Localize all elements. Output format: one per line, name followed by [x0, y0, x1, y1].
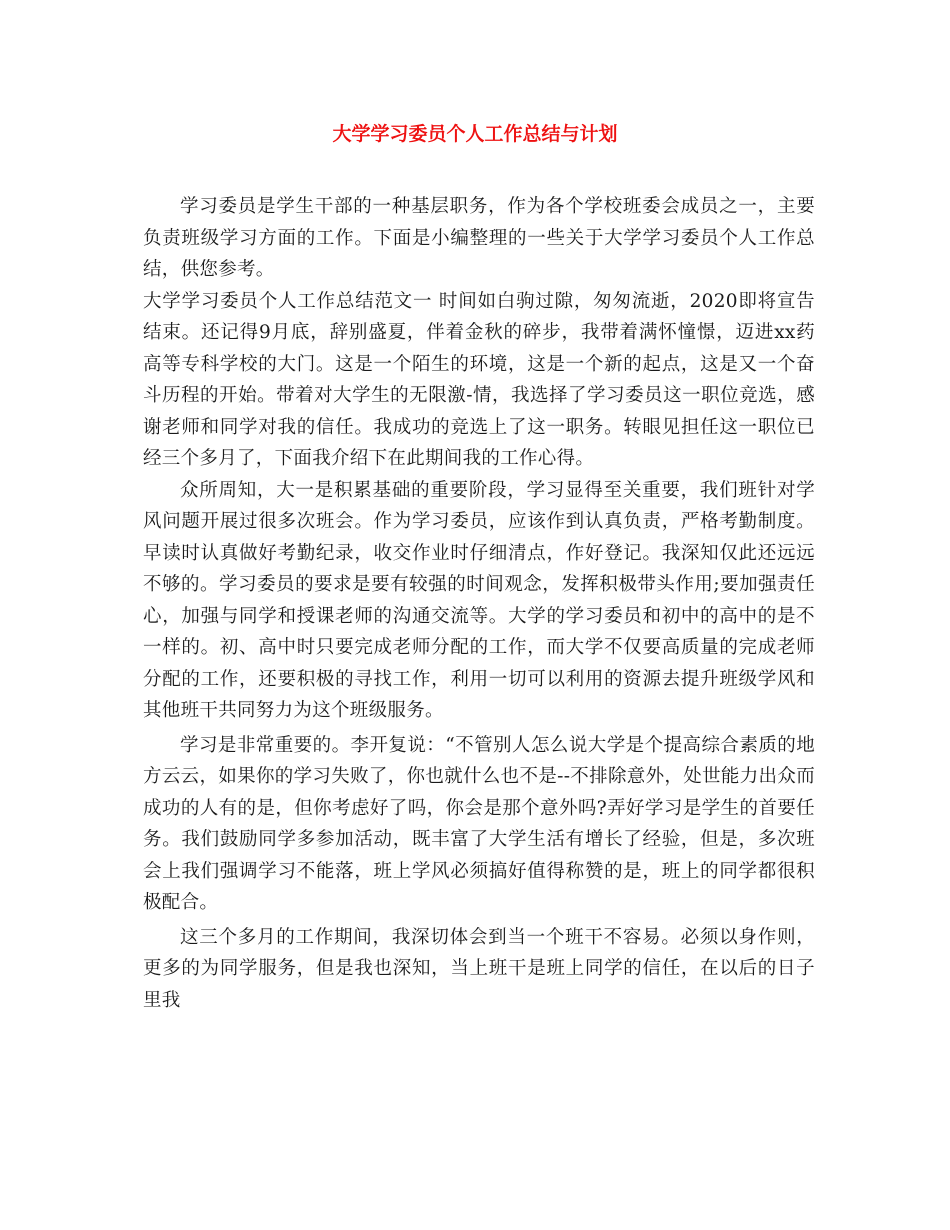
- document-title: 大学学习委员个人工作总结与计划: [332, 123, 618, 145]
- section1-heading: 大学学习委员个人工作总结范文一: [143, 290, 433, 312]
- section1-spacer: [432, 291, 439, 312]
- section1-paragraph: [143, 286, 815, 475]
- paragraph-2: 众所周知，大一是积累基础的重要阶段，学习显得至关重要，我们班针对学风问题开展过很多次班会。作为学习委员，应该作到认真负责，严格考勤制度。早读时认真做好考勤纪录，收交作业时仔细清点，作好登记。我深知仅此还远远不够的。学习委员的要求是要有较强的时间观念，发挥积极带头作用;要加强责任心，加强与同学和授课老师的沟通交流等。大学的学习委员和初中的高中的是不一样的。初、高中时只要完成老师分配的工作，而大学不仅要高质量的完成老师分配的工作，还要积极的寻找工作，利用一切可以利用的资源去提升班级学风和其他班干共同努力为这个班级服务。: [143, 479, 815, 721]
- document-body: [143, 191, 815, 1016]
- paragraph-4: 这三个多月的工作期间，我深切体会到当一个班干不容易。必须以身作则，更多的为同学服务，但是我也深知，当上班干是班上同学的信任，在以后的日子里我: [143, 926, 815, 1011]
- section1-text: 时间如白驹过隙，匆匆流逝，2020即将宣告结束。还记得9月底，辞别盛夏，伴着金秋的碎步，我带着满怀憧憬，迈进xx药高等专科学校的大门。这是一个陌生的环境，这是一个新的起点，这是又一个奋斗历程的开始。带着对大学生的无限激-情，我选择了学习委员这一职位竞选，感谢老师和同学对我的信任。我成功的竞选上了这一职务。转眼见担任这一职位已经三个多月了，下面我介绍下在此期间我的工作心得。: [143, 290, 815, 469]
- paragraph-3: 学习是非常重要的。李开复说：“不管别人怎么说大学是个提高综合素质的地方云云，如果你的学习失败了，你也就什么也不是--不排除意外，处世能力出众而成功的人有的是，但你考虑好了吗，你会是那个意外吗?弄好学习是学生的首要任务。我们鼓励同学多参加活动，既丰富了大学生活有增长了经验，但是，多次班会上我们强调学习不能落，班上学风必须搞好值得称赞的是，班上的同学都很积极配合。: [143, 734, 815, 913]
- intro-paragraph: 学习委员是学生干部的一种基层职务，作为各个学校班委会成员之一，主要负责班级学习方面的工作。下面是小编整理的一些关于大学学习委员个人工作总结，供您参考。: [143, 196, 815, 280]
